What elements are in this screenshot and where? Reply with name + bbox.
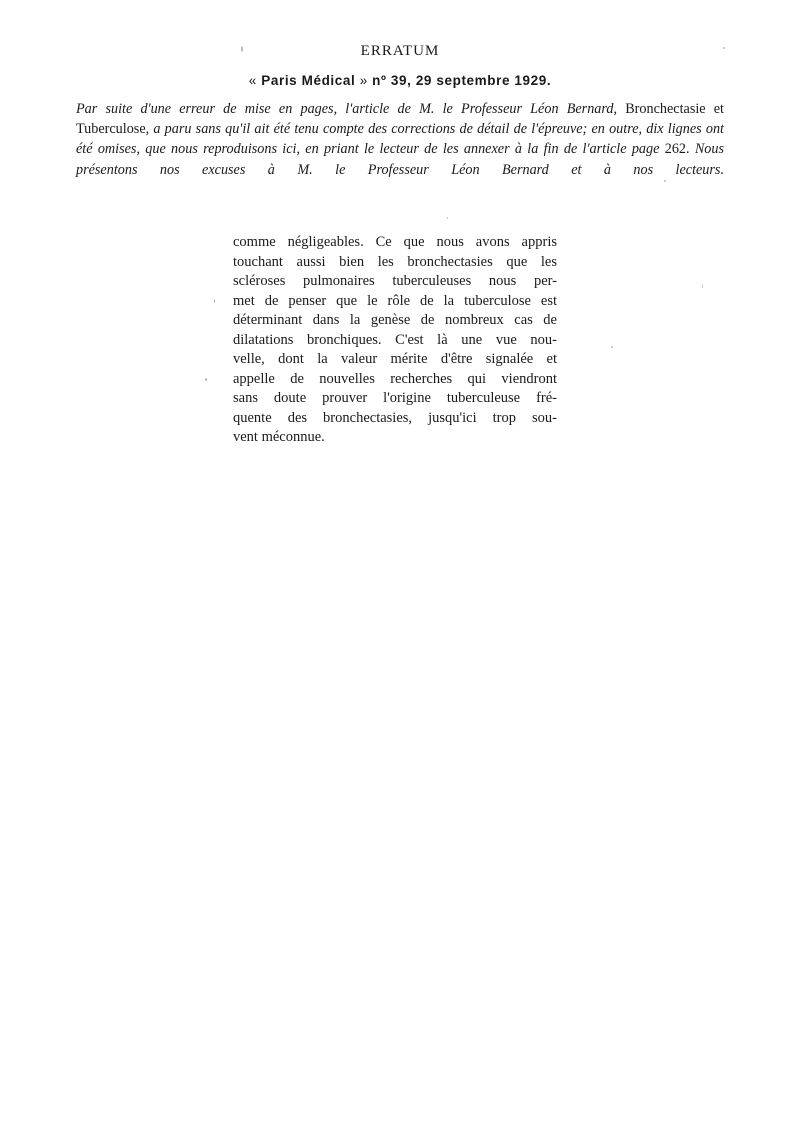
- scan-speck: [664, 180, 666, 182]
- erratum-source: [0, 73, 800, 88]
- scan-speck: [205, 378, 207, 381]
- source-issue: nº 39, 29 septembre 1929.: [372, 73, 552, 88]
- notice-intro: Par suite d'une erreur de mise en pages, l'article de M. le Professeur Léon Bernard,: [76, 101, 618, 117]
- text-line: touchant aussi bien les bronchectasies que les: [233, 253, 557, 270]
- text-line: met de penser que le rôle de la tuberculose est: [233, 292, 557, 309]
- scan-speck: [447, 217, 448, 219]
- notice-page-number: 262.: [664, 141, 690, 158]
- notice-apology: Nous présentons nos excuses à M. le Professeur Léon Bernard et à nos lecteurs.: [76, 141, 725, 178]
- erratum-title: ERRATUM: [360, 43, 440, 59]
- scan-speck: [723, 47, 725, 49]
- erratum-notice: [76, 99, 724, 180]
- scan-speck: [611, 346, 613, 348]
- notice-article-title: Bronchectasie et Tuberculose,: [76, 101, 724, 138]
- scan-speck: [214, 299, 215, 303]
- scan-speck: [702, 285, 703, 288]
- text-line: appelle de nouvelles recherches qui viendront: [233, 370, 557, 387]
- text-line: sans doute prouver l'origine tuberculeuse fré-: [233, 390, 557, 406]
- text-line: vent méconnue.: [233, 429, 325, 445]
- text-line: scléroses pulmonaires tuberculeuses nous per-: [233, 273, 557, 289]
- text-line: déterminant dans la genèse de nombreux cas de: [233, 312, 557, 328]
- notice-body: a paru sans qu'il ait été tenu compte des corrections de détail de l'épreuve; en outre, dix lignes ont été omises, que nous reproduisons ici, en priant le lecteur de les annexer à la fin de l'article page: [76, 121, 724, 158]
- text-line: dilatations bronchiques. C'est là une vue nou-: [233, 331, 557, 348]
- text-line: comme négligeables. Ce que nous avons appris: [233, 234, 557, 250]
- text-line: velle, dont la valeur mérite d'être signalée et: [233, 351, 557, 367]
- source-journal: Paris Médical: [261, 73, 356, 88]
- source-close-quote: »: [359, 73, 368, 88]
- source-open-quote: «: [248, 73, 257, 88]
- scan-speck: [241, 46, 243, 52]
- text-line: quente des bronchectasies, jusqu'ici trop sou-: [233, 409, 557, 426]
- omitted-text-column: [233, 233, 557, 448]
